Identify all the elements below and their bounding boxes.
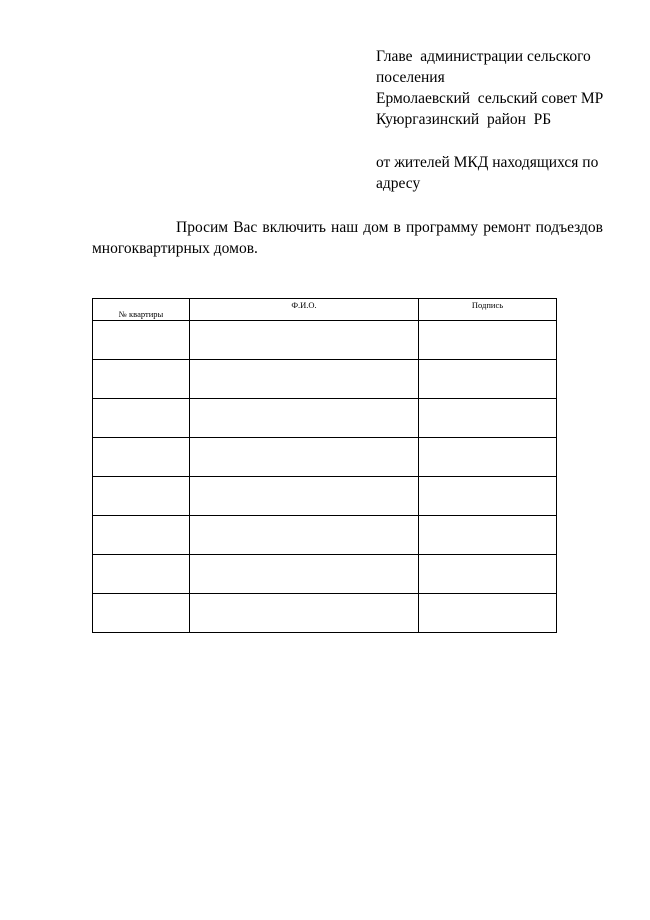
request-word: Просим: [176, 219, 229, 236]
apartment-cell[interactable]: [93, 360, 190, 399]
header-signature: Подпись: [419, 299, 557, 321]
table-row: [93, 477, 557, 516]
table-row: [93, 399, 557, 438]
request-word: наш: [331, 219, 359, 236]
table-row: [93, 360, 557, 399]
table-header-row: [93, 299, 557, 321]
request-word: включить: [262, 219, 326, 236]
name-cell[interactable]: [190, 360, 419, 399]
apartment-cell[interactable]: [93, 438, 190, 477]
addressee-line-4: Куюргазинский район РБ: [376, 111, 552, 128]
table-row: [93, 555, 557, 594]
name-cell[interactable]: [190, 555, 419, 594]
apartment-cell[interactable]: [93, 516, 190, 555]
apartment-cell[interactable]: [93, 321, 190, 360]
table-row: [93, 516, 557, 555]
addressee-line-3: Ермолаевский сельский совет МР: [376, 90, 604, 107]
table-row: [93, 594, 557, 633]
name-cell[interactable]: [190, 321, 419, 360]
request-word: Вас: [233, 219, 258, 236]
addressee-line-2: поселения: [376, 69, 445, 86]
signature-cell[interactable]: [419, 477, 557, 516]
residents-table: [92, 298, 557, 633]
apartment-cell[interactable]: [93, 399, 190, 438]
from-line-2: адресу: [376, 175, 421, 192]
from-line-1: от жителей МКД находящихся по: [376, 154, 599, 171]
table-row: [93, 438, 557, 477]
request-line-2: многоквартирных домов.: [92, 240, 258, 257]
request-word: дом: [363, 219, 389, 236]
request-word: ремонт: [483, 219, 531, 236]
name-cell[interactable]: [190, 516, 419, 555]
request-word: программу: [405, 219, 479, 236]
signature-cell[interactable]: [419, 321, 557, 360]
addressee-spacer: [376, 130, 626, 152]
name-cell[interactable]: [190, 438, 419, 477]
request-word: в: [393, 219, 401, 236]
signature-cell[interactable]: [419, 594, 557, 633]
signature-cell[interactable]: [419, 516, 557, 555]
header-apartment: № квартиры: [93, 299, 190, 321]
table-row: [93, 321, 557, 360]
request-line-1: [92, 217, 603, 238]
name-cell[interactable]: [190, 399, 419, 438]
signature-cell[interactable]: [419, 438, 557, 477]
addressee-line-1: Главе администрации сельского: [376, 48, 591, 65]
name-cell[interactable]: [190, 477, 419, 516]
apartment-cell[interactable]: [93, 477, 190, 516]
signature-cell[interactable]: [419, 399, 557, 438]
name-cell[interactable]: [190, 594, 419, 633]
apartment-cell[interactable]: [93, 594, 190, 633]
signature-cell[interactable]: [419, 555, 557, 594]
addressee-block: [376, 46, 626, 194]
request-word: подъездов: [535, 219, 603, 236]
apartment-cell[interactable]: [93, 555, 190, 594]
header-name: Ф.И.О.: [190, 299, 419, 321]
request-paragraph: [92, 217, 603, 259]
signature-cell[interactable]: [419, 360, 557, 399]
